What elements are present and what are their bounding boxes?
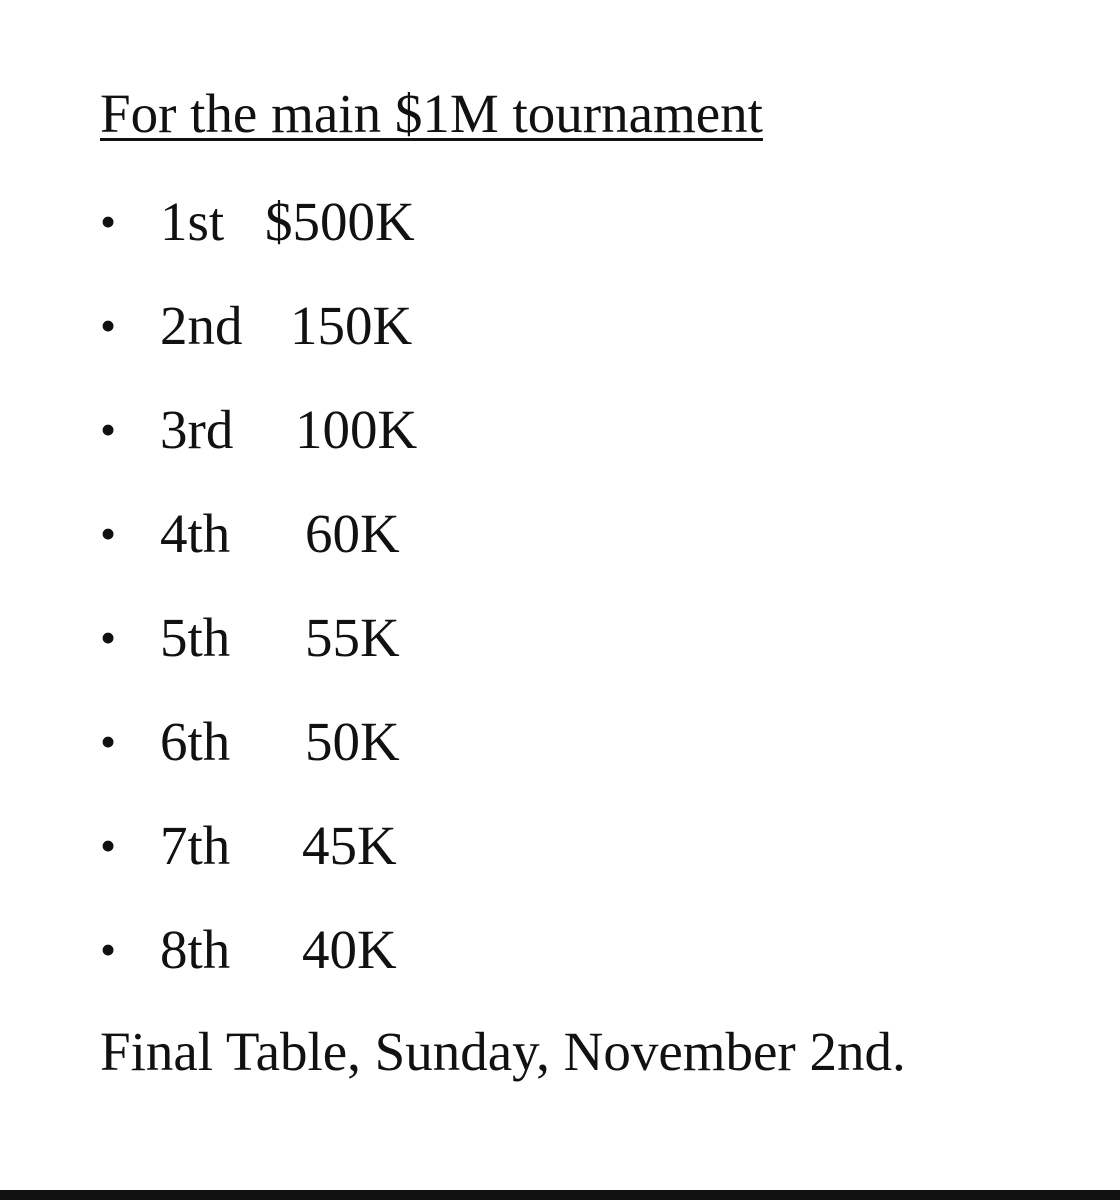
prize-place: 4th — [160, 503, 231, 564]
bullet-icon: • — [100, 820, 117, 871]
document-heading: For the main $1M tournament — [100, 83, 763, 144]
bullet-icon: • — [100, 300, 117, 351]
prize-place: 3rd — [160, 399, 234, 460]
bullet-icon: • — [100, 612, 117, 663]
prize-amount: 150K — [290, 295, 413, 356]
prize-place: 7th — [160, 815, 231, 876]
bullet-icon: • — [100, 404, 117, 455]
prize-amount: 50K — [305, 711, 400, 772]
prize-place: 6th — [160, 711, 231, 772]
prize-amount: 40K — [302, 919, 397, 980]
bullet-icon: • — [100, 196, 117, 247]
prize-amount: 60K — [305, 503, 400, 564]
prize-amount: 100K — [295, 399, 418, 460]
prize-amount: 45K — [302, 815, 397, 876]
prize-place: 8th — [160, 919, 231, 980]
bullet-icon: • — [100, 716, 117, 767]
bullet-icon: • — [100, 508, 117, 559]
final-table-note: Final Table, Sunday, November 2nd. — [100, 1021, 906, 1082]
prize-place: 1st — [160, 191, 225, 252]
prize-amount: $500K — [265, 191, 415, 252]
bullet-icon: • — [100, 924, 117, 975]
prize-amount: 55K — [305, 607, 400, 668]
prize-place: 5th — [160, 607, 231, 668]
bottom-border — [0, 1190, 1120, 1200]
prize-place: 2nd — [160, 295, 243, 356]
